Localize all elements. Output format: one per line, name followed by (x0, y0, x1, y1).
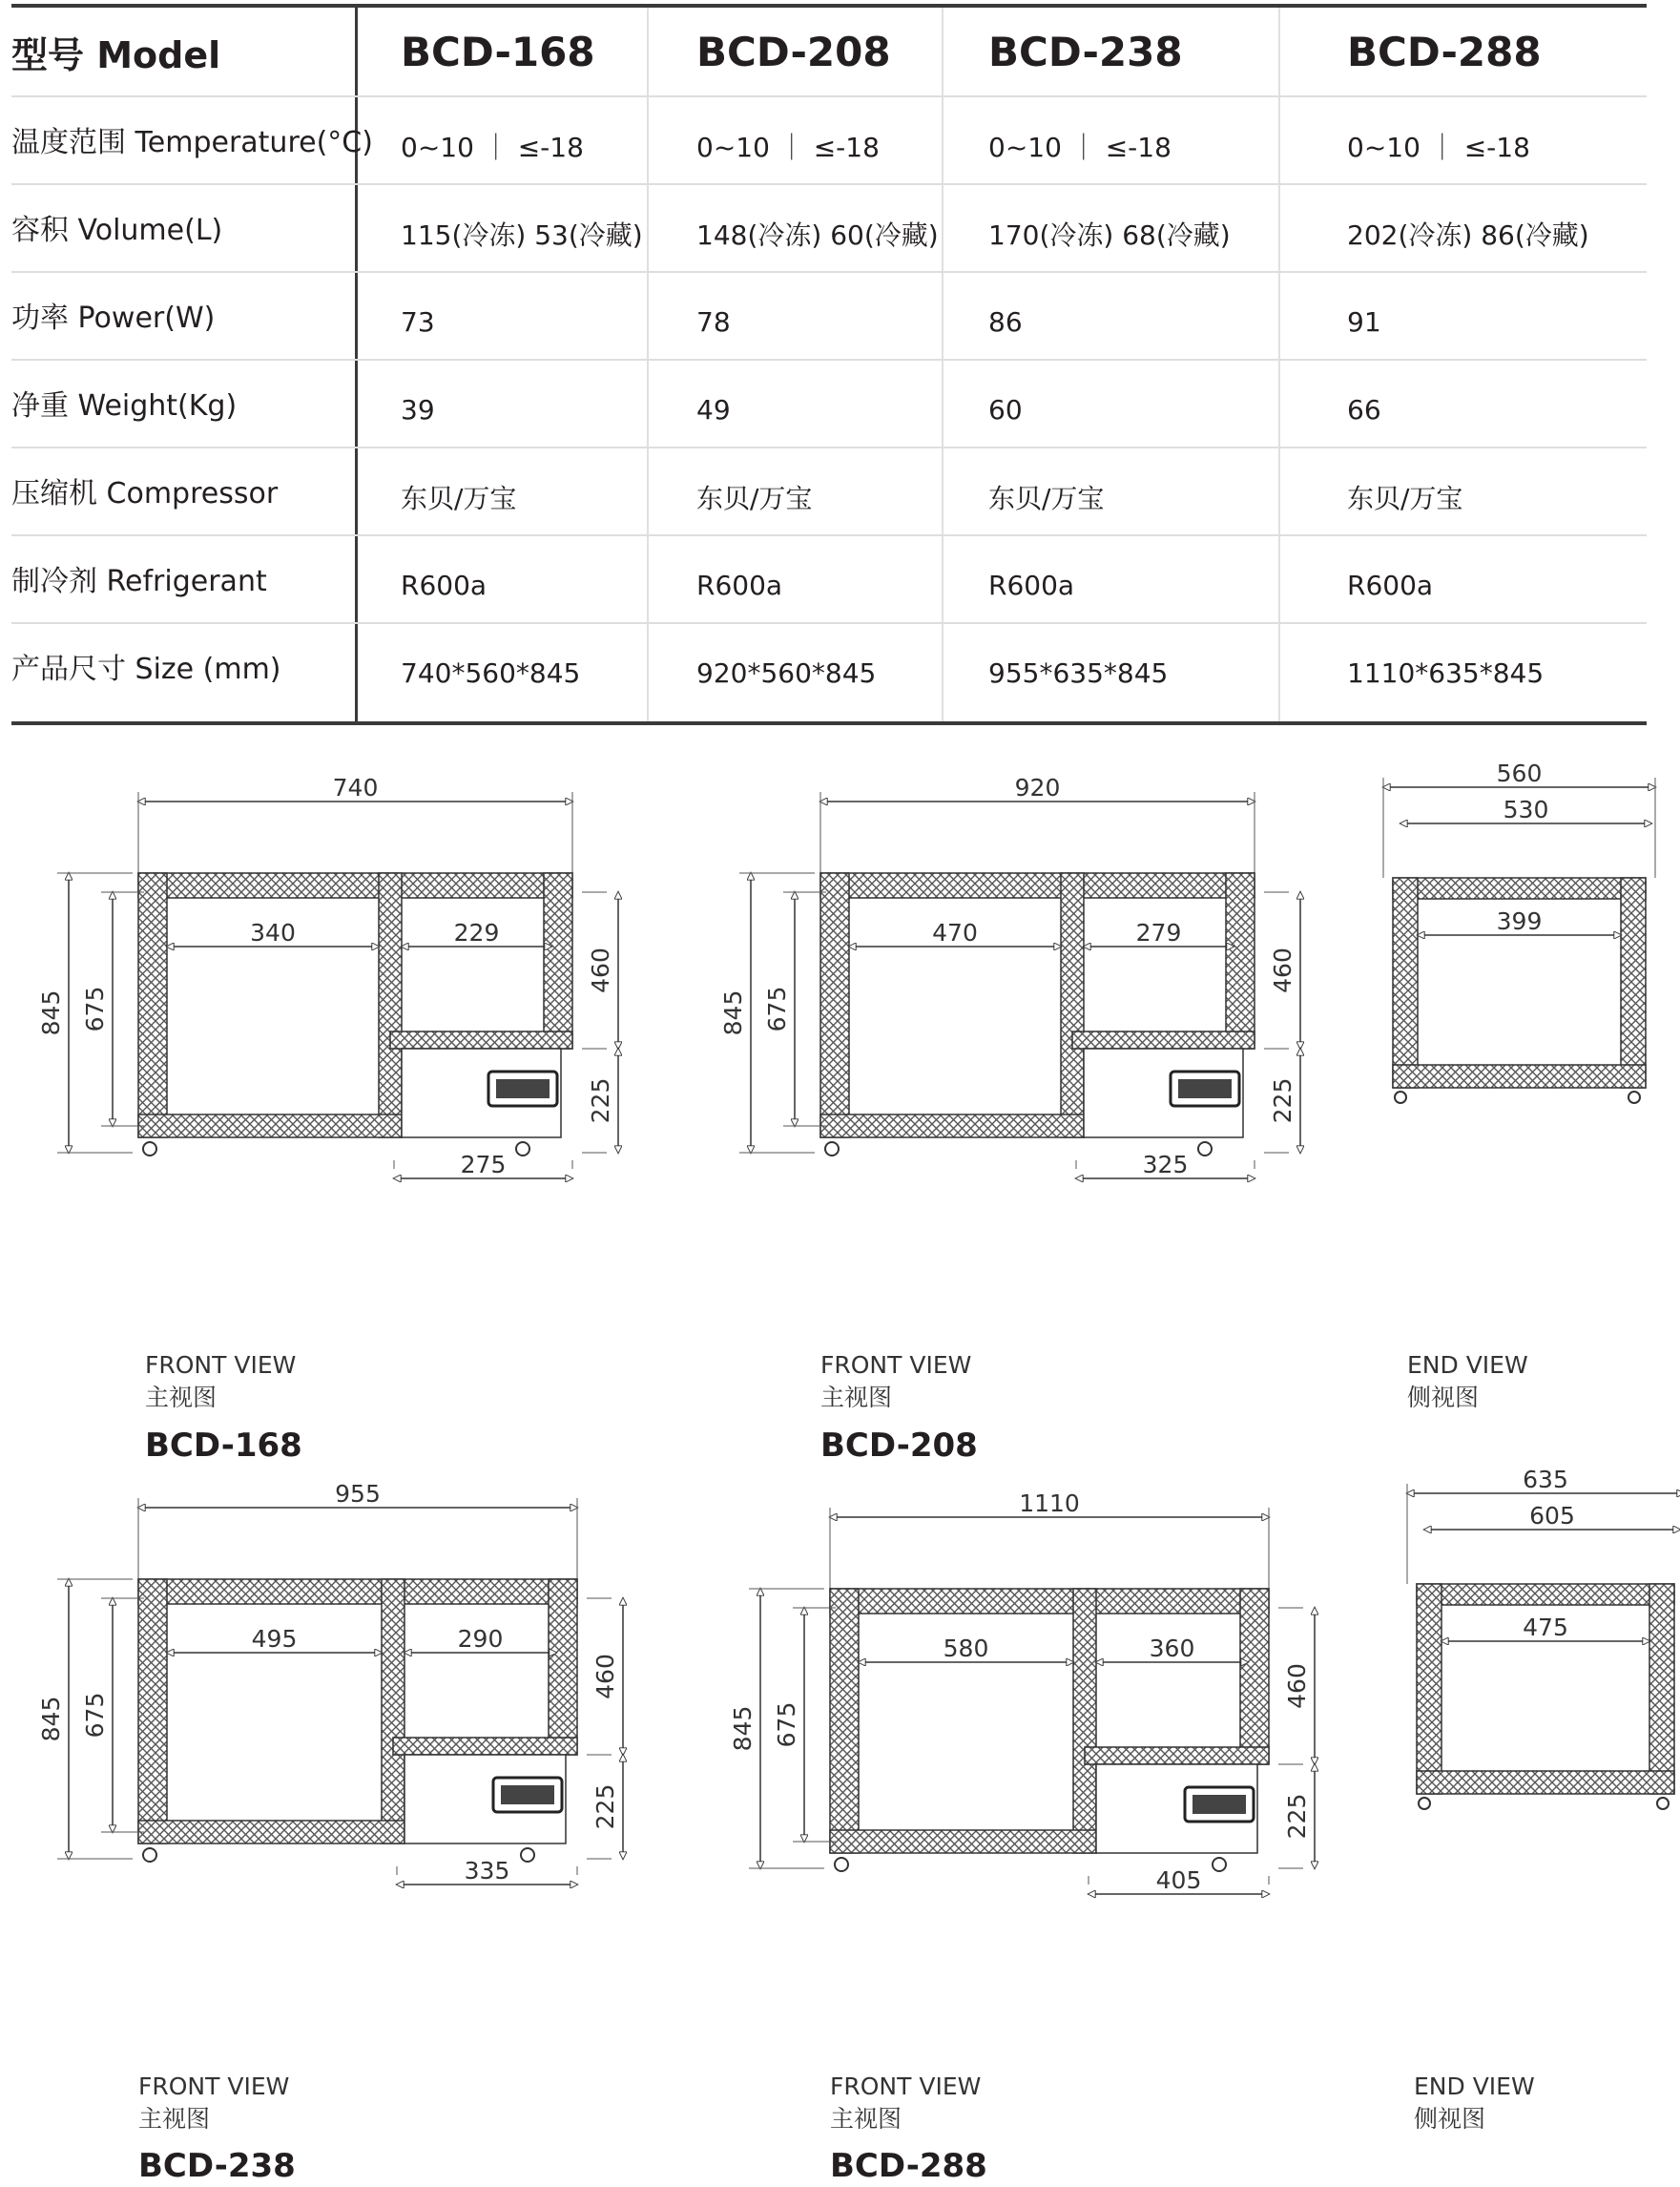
caster-wheel (1419, 1798, 1430, 1809)
insulation-wall (138, 1821, 404, 1843)
view-title: FRONT VIEW (830, 2072, 982, 2100)
view-caption (138, 2071, 289, 2135)
table-cell: R600a (696, 569, 783, 601)
dimension-value: 845 (719, 989, 747, 1036)
dimension-line (1076, 1151, 1255, 1178)
row-label: 净重 Weight(Kg) (11, 389, 238, 423)
view-title: FRONT VIEW (820, 1351, 972, 1379)
dimension-line (859, 1635, 1073, 1662)
caster-wheel (1198, 1142, 1212, 1156)
dimension-line (1089, 1866, 1269, 1894)
table-cell: 115(冷冻) 53(冷藏) (401, 219, 643, 251)
table-cell: 东贝/万宝 (1347, 483, 1463, 514)
dimension-value: 335 (464, 1857, 510, 1885)
dimension-line (1084, 919, 1234, 947)
dimension-line (1424, 1502, 1680, 1530)
dimension-line (138, 1480, 577, 1579)
caster-wheel (521, 1848, 534, 1862)
dimension-line (394, 1151, 572, 1178)
dimension-value: 325 (1142, 1151, 1189, 1178)
dimension-line (1418, 907, 1621, 935)
view-caption (145, 1349, 296, 1414)
view-title: FRONT VIEW (138, 2072, 290, 2100)
insulation-wall (1085, 1747, 1269, 1764)
caster-wheel (825, 1142, 839, 1156)
dimension-value: 530 (1503, 796, 1549, 823)
dimension-line (167, 919, 379, 947)
view-caption (1414, 2071, 1535, 2135)
table-cell: 86 (988, 305, 1023, 338)
view-title-cn: 主视图 (830, 2105, 902, 2133)
caster-wheel (143, 1848, 156, 1862)
table-cell: 920*560*845 (696, 656, 877, 689)
table-cell: 148(冷冻) 60(冷藏) (696, 219, 939, 251)
spec-table (11, 4, 1647, 725)
dimension-value: 405 (1155, 1866, 1202, 1894)
view-title: END VIEW (1414, 2072, 1535, 2100)
caster-wheel (143, 1142, 156, 1156)
dimension-value: 460 (587, 948, 614, 993)
model-name: BCD-238 (138, 2147, 296, 2185)
dimension-line (820, 774, 1255, 873)
dimension-line (404, 1625, 556, 1653)
table-cell: R600a (401, 569, 487, 601)
table-cell: 740*560*845 (401, 656, 581, 689)
table-row (11, 95, 1647, 185)
table-cell: 东贝/万宝 (696, 483, 813, 514)
dimension-value: 740 (332, 774, 379, 802)
dimension-line (1400, 796, 1651, 823)
row-label: 功率 Power(W) (11, 302, 216, 335)
table-cell: 39 (401, 393, 435, 426)
dimension-value: 635 (1523, 1466, 1568, 1493)
table-header-row (11, 8, 1647, 97)
model-column-header: BCD-288 (1347, 28, 1542, 75)
table-row (11, 359, 1647, 448)
dimension-value: 845 (37, 1696, 65, 1742)
dimension-value: 580 (943, 1635, 989, 1662)
dimension-value: 955 (335, 1480, 381, 1508)
table-cell: 170(冷冻) 68(冷藏) (988, 219, 1231, 251)
dimension-line (1278, 1764, 1315, 1868)
table-cell: 78 (696, 305, 731, 338)
table-cell: 955*635*845 (988, 656, 1169, 689)
insulation-wall (382, 1579, 404, 1843)
view-title: END VIEW (1407, 1351, 1528, 1379)
dimension-value: 340 (250, 919, 296, 947)
table-cell: 0~10 ｜ ≤-18 (696, 132, 880, 163)
dimension-value: 675 (773, 1701, 800, 1748)
model-name: BCD-168 (145, 1427, 302, 1465)
dimension-value: 470 (932, 919, 978, 947)
front-view-drawing (10, 763, 677, 1183)
insulation-wall (1061, 873, 1084, 1137)
view-title-cn: 侧视图 (1407, 1384, 1480, 1411)
dimension-line (1096, 1635, 1248, 1662)
lid (1417, 1584, 1674, 1605)
insulation-wall (820, 873, 849, 1137)
dimension-line (167, 1625, 382, 1653)
dimension-line (1441, 1614, 1649, 1641)
table-row (11, 271, 1647, 361)
table-cell: 东贝/万宝 (988, 483, 1105, 514)
dimension-line (1264, 1049, 1300, 1153)
table-cell: R600a (1347, 569, 1434, 601)
table-row (11, 534, 1647, 624)
insulation-wall (1072, 1031, 1255, 1049)
dimension-value: 399 (1496, 907, 1543, 935)
insulation-wall (1393, 1065, 1646, 1088)
caster-wheel (835, 1858, 848, 1871)
insulation-wall (1240, 1589, 1269, 1764)
table-cell: 1110*635*845 (1347, 656, 1545, 689)
table-cell: 73 (401, 305, 435, 338)
insulation-wall (1649, 1584, 1674, 1794)
insulation-wall (393, 1738, 577, 1755)
caster-wheel (1395, 1092, 1406, 1103)
header-label: 型号 Model (11, 33, 221, 76)
insulation-wall (379, 873, 402, 1137)
dimension-line (587, 1598, 623, 1755)
dimension-line (1264, 892, 1300, 1049)
view-caption (820, 1349, 971, 1414)
dimension-line (763, 892, 826, 1126)
dimension-value: 225 (1269, 1077, 1296, 1124)
dimension-value: 225 (1283, 1793, 1311, 1840)
dimension-value: 460 (591, 1654, 619, 1699)
insulation-wall (549, 1579, 577, 1755)
view-title: FRONT VIEW (145, 1351, 297, 1379)
row-label: 压缩机 Compressor (11, 477, 279, 510)
dimension-line (397, 1857, 577, 1885)
row-label: 温度范围 Temperature(°C) (11, 126, 373, 159)
table-cell: 202(冷冻) 86(冷藏) (1347, 219, 1589, 251)
dimension-value: 560 (1496, 760, 1543, 787)
dimension-line (582, 892, 618, 1049)
dimension-value: 460 (1283, 1663, 1311, 1709)
table-row (11, 183, 1647, 273)
insulation-wall (1393, 878, 1418, 1088)
dimension-value: 920 (1014, 774, 1061, 802)
front-view-drawing (692, 763, 1359, 1183)
view-title-cn: 侧视图 (1414, 2105, 1486, 2133)
table-cell: 66 (1347, 393, 1381, 426)
insulation-wall (138, 1114, 402, 1137)
table-cell: 0~10 ｜ ≤-18 (1347, 132, 1530, 163)
insulation-wall (830, 1830, 1096, 1853)
table-cell: 0~10 ｜ ≤-18 (401, 132, 584, 163)
control-panel (1178, 1079, 1232, 1098)
front-view-drawing (701, 1479, 1369, 1899)
front-view-drawing (10, 1469, 677, 1889)
dimension-value: 290 (457, 1625, 504, 1653)
end-view-drawing (1374, 759, 1660, 1121)
table-cell: 东贝/万宝 (401, 483, 517, 514)
dimension-value: 605 (1529, 1502, 1575, 1530)
insulation-wall (1417, 1771, 1674, 1794)
dimension-value: 1110 (1019, 1489, 1080, 1517)
insulation-wall (1621, 878, 1646, 1088)
lid (1393, 878, 1646, 899)
control-panel (501, 1785, 554, 1804)
dimension-line (81, 892, 144, 1126)
model-column-header: BCD-238 (988, 28, 1183, 75)
dimension-value: 675 (763, 986, 791, 1032)
lid (820, 873, 1255, 898)
dimension-line (773, 1608, 836, 1842)
dimension-line (138, 774, 572, 873)
model-column-header: BCD-168 (401, 28, 595, 75)
view-title-cn: 主视图 (820, 1384, 893, 1411)
view-caption (830, 2071, 981, 2135)
control-panel (1193, 1795, 1246, 1814)
model-name: BCD-208 (820, 1427, 978, 1465)
row-label: 产品尺寸 Size (mm) (11, 653, 281, 686)
view-title-cn: 主视图 (145, 1384, 218, 1411)
dimension-value: 229 (453, 919, 500, 947)
dimension-line (81, 1598, 144, 1832)
dimension-value: 360 (1149, 1635, 1195, 1662)
dimension-value: 845 (37, 989, 65, 1036)
dimension-value: 279 (1135, 919, 1182, 947)
insulation-wall (820, 1114, 1084, 1137)
table-cell: R600a (988, 569, 1075, 601)
caster-wheel (516, 1142, 529, 1156)
caster-wheel (1657, 1798, 1669, 1809)
table-row (11, 447, 1647, 536)
model-column-header: BCD-208 (696, 28, 891, 75)
dimension-line (587, 1755, 623, 1859)
dimension-line (1278, 1608, 1315, 1764)
table-row (11, 622, 1647, 710)
view-title-cn: 主视图 (138, 2105, 211, 2133)
table-cell: 91 (1347, 305, 1381, 338)
row-label: 制冷剂 Refrigerant (11, 565, 267, 598)
insulation-wall (1226, 873, 1255, 1049)
view-caption (1407, 1349, 1528, 1414)
dimension-value: 225 (591, 1783, 619, 1830)
dimension-line (402, 919, 551, 947)
dimension-line (582, 1049, 618, 1153)
dimension-line (849, 919, 1061, 947)
dimension-value: 675 (81, 1692, 109, 1739)
dimension-value: 225 (587, 1077, 614, 1124)
control-panel (496, 1079, 550, 1098)
dimension-value: 845 (729, 1705, 757, 1752)
dimension-value: 275 (460, 1151, 507, 1178)
model-name: BCD-288 (830, 2147, 987, 2185)
insulation-wall (544, 873, 572, 1049)
caster-wheel (1628, 1092, 1640, 1103)
caster-wheel (1213, 1858, 1226, 1871)
lid (138, 873, 572, 898)
lid (138, 1579, 577, 1604)
dimension-line (830, 1489, 1269, 1589)
end-view-drawing (1398, 1465, 1680, 1827)
insulation-wall (138, 1579, 167, 1843)
insulation-wall (138, 873, 167, 1137)
dimension-value: 675 (81, 986, 109, 1032)
table-cell: 0~10 ｜ ≤-18 (988, 132, 1172, 163)
dimension-value: 475 (1523, 1614, 1568, 1641)
dimension-value: 495 (251, 1625, 298, 1653)
insulation-wall (1073, 1589, 1096, 1853)
insulation-wall (1417, 1584, 1441, 1794)
insulation-wall (830, 1589, 859, 1853)
lid (830, 1589, 1269, 1614)
dimension-value: 460 (1269, 948, 1296, 993)
row-label: 容积 Volume(L) (11, 214, 223, 247)
insulation-wall (390, 1031, 572, 1049)
table-cell: 49 (696, 393, 731, 426)
table-cell: 60 (988, 393, 1023, 426)
